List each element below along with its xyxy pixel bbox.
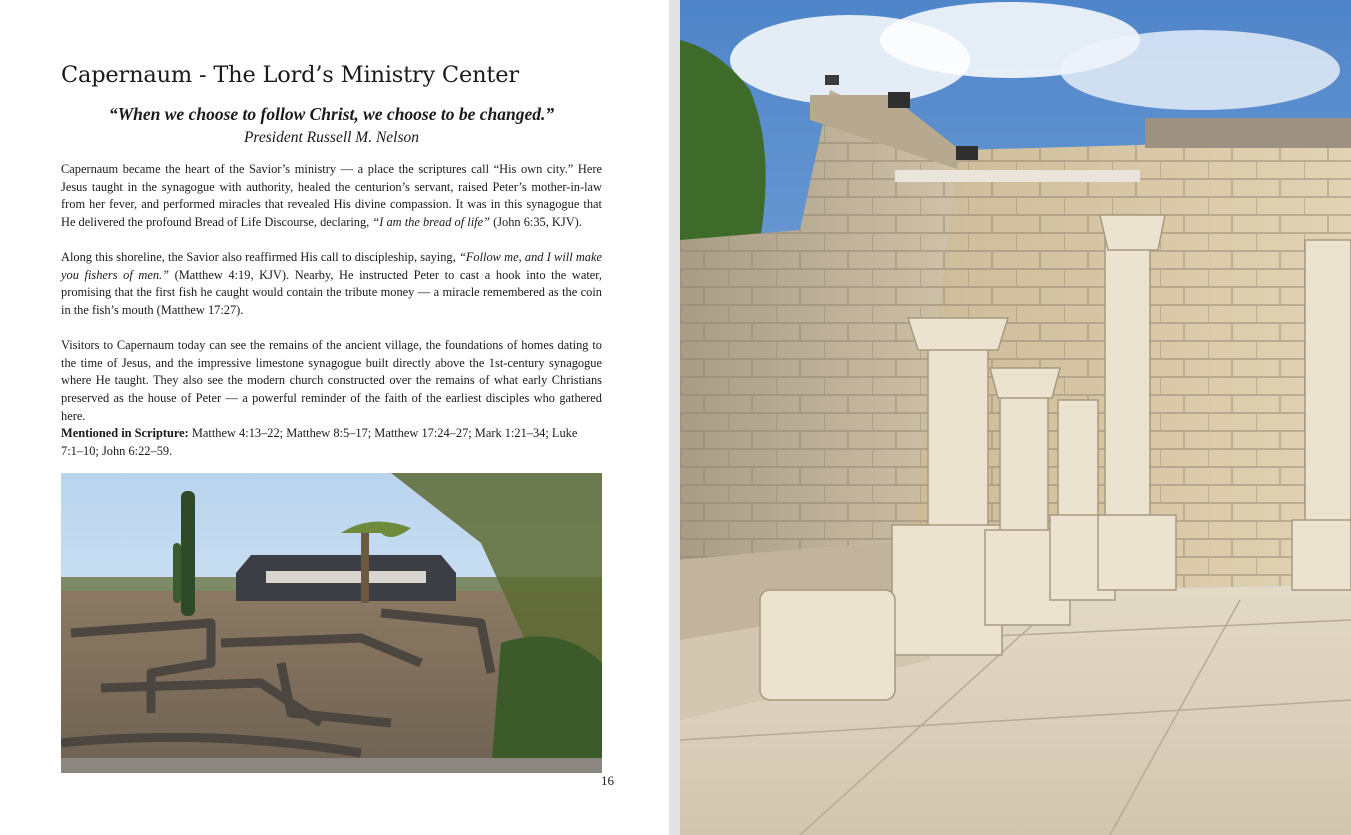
page-number: 16 [601, 773, 614, 788]
paragraph-1-text: Capernaum became the heart of the Savior’s ministry — a place the scriptures call “His own city.” Here Jesus taught in the synagogue with authority, healed the centurion’s servant, raised Peter’s mother-in-law from her fever, and performed miracles that revealed His divine compassion. It was in this synagogue that He delivered the profound Bread of Life Discourse, declaring, [61, 162, 602, 230]
page-gutter [669, 0, 680, 835]
paragraph-2-end: (Matthew 4:19, KJV). Nearby, He instructed Peter to cast a hook into the water, promising that the first fish he caught would contain the tribute money — a miracle remembered as the coin in the fish’s mouth (Matthew 17:27). [61, 267, 603, 318]
paragraph-1 [61, 161, 602, 232]
paragraph-3: Visitors to Capernaum today can see the remains of the ancient village, the foundations of homes dating to the time of Jesus, and the impressive limestone synagogue built directly above the 1st-century synagogue where He taught. They also see the modern church constructed over the remains of what early Christians preserved as the house of Peter — a powerful reminder of the faith of the earliest disciples who gathered here. [61, 338, 602, 423]
scripture-references [61, 425, 602, 460]
scripture-list: Matthew 4:13–22; Matthew 8:5–17; Matthew 17:24–27; Mark 1:21–34; Luke 7:1–10; John 6:22–59. [61, 426, 578, 458]
synagogue-ruins-photo [680, 0, 1351, 835]
page-title: Capernaum - The Lord’s Ministry Center [61, 62, 519, 88]
quote-text: “When we choose to follow Christ, we choose to be changed.” [108, 104, 555, 124]
paragraph-2-quote: “Follow me, and I will make you fishers of men.” [61, 250, 602, 282]
paragraph-2-text: Along this shoreline, the Savior also reaffirmed His call to discipleship, saying, [61, 250, 459, 264]
scripture-label: Mentioned in Scripture: [61, 426, 189, 440]
paragraph-1-quote: “I am the bread of life” [372, 215, 490, 230]
right-page [680, 0, 1351, 835]
paragraph-2 [61, 249, 602, 320]
quote-author: President Russell M. Nelson [243, 129, 420, 146]
left-page [0, 0, 669, 835]
ruins-church-photo [61, 473, 602, 773]
paragraph-1-end: (John 6:35, KJV). [489, 215, 582, 230]
